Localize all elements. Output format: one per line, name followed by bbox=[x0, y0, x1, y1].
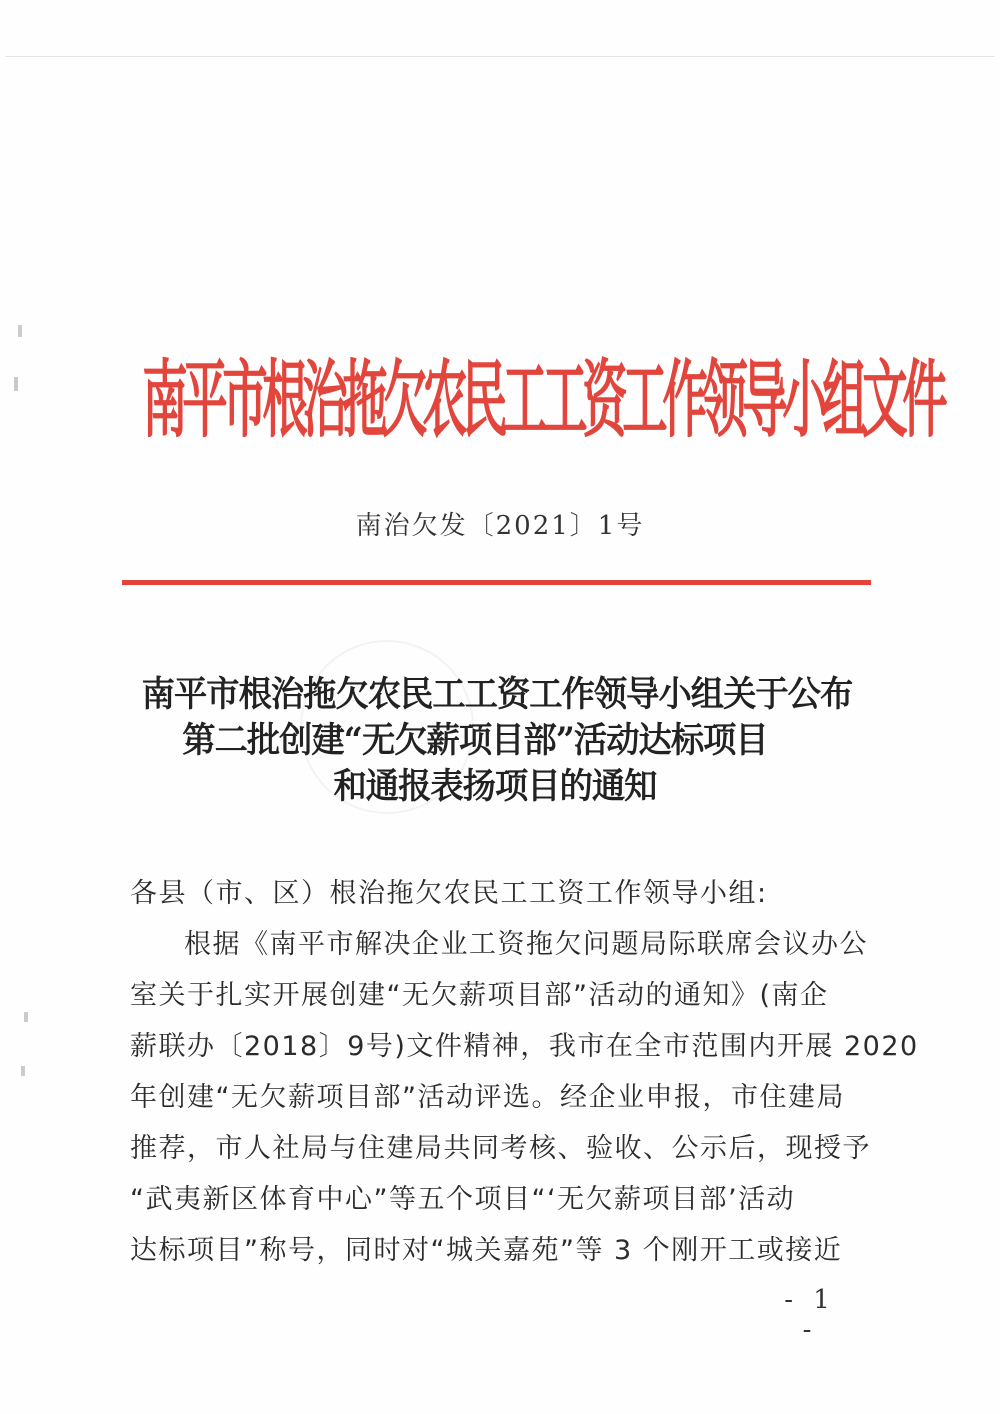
page-number: - 1 - bbox=[784, 1285, 836, 1345]
issuer-header-char: 小 bbox=[782, 350, 828, 450]
paragraph-line: 年创建“无欠薪项目部”活动评选。经企业申报，市住建局 bbox=[130, 1082, 845, 1113]
notice-title bbox=[0, 672, 1000, 810]
issuer-header-char: 资 bbox=[582, 350, 628, 450]
issuer-header-char: 工 bbox=[622, 350, 668, 450]
scan-artifact-mark bbox=[18, 325, 22, 337]
paragraph-line: 达标项目”称号，同时对“城关嘉苑”等 3 个刚开工或接近 bbox=[130, 1235, 843, 1266]
issuer-header-char: 市 bbox=[222, 350, 268, 450]
document-number: 南治欠发〔2021〕1号 bbox=[355, 511, 645, 541]
issuer-header-char: 南 bbox=[142, 350, 188, 450]
issuer-header-char: 拖 bbox=[342, 350, 388, 450]
scan-artifact-mark bbox=[24, 1012, 28, 1022]
issuer-header-char: 农 bbox=[422, 350, 468, 450]
issuer-header-char: 平 bbox=[182, 350, 228, 450]
issuer-header-title bbox=[138, 350, 948, 450]
scan-artifact-mark bbox=[21, 1066, 25, 1076]
issuer-header-char: 工 bbox=[502, 350, 548, 450]
issuer-header-char: 文 bbox=[862, 350, 908, 450]
paragraph-line: 推荐，市人社局与住建局共同考核、验收、公示后，现授予 bbox=[130, 1133, 871, 1164]
scan-artifact-line bbox=[5, 56, 995, 57]
issuer-header-char: 欠 bbox=[382, 350, 428, 450]
notice-title-line: 和通报表扬项目的通知 bbox=[333, 766, 657, 807]
issuer-header-char: 导 bbox=[742, 350, 788, 450]
paragraph-line: 根据《南平市解决企业工资拖欠问题局际联席会议办公 bbox=[184, 929, 868, 960]
paragraph-line: 室关于扎实开展创建“无欠薪项目部”活动的通知》(南企 bbox=[130, 980, 829, 1011]
issuer-header-char: 领 bbox=[702, 350, 748, 450]
issuer-header-char: 作 bbox=[662, 350, 708, 450]
issuer-header-char: 组 bbox=[822, 350, 868, 450]
salutation: 各县（市、区）根治拖欠农民工工资工作领导小组: bbox=[130, 878, 768, 909]
notice-title-line: 第二批创建“无欠薪项目部”活动达标项目 bbox=[182, 720, 768, 761]
paragraph-line: 薪联办〔2018〕9号)文件精神，我市在全市范围内开展 2020 bbox=[130, 1031, 919, 1062]
paragraph-line: “武夷新区体育中心”等五个项目“‘无欠薪项目部’活动 bbox=[130, 1184, 796, 1215]
issuer-header-char: 件 bbox=[902, 350, 948, 450]
scan-artifact-mark bbox=[14, 377, 18, 391]
notice-title-line: 南平市根治拖欠农民工工资工作领导小组关于公布 bbox=[141, 674, 853, 715]
issuer-header-char: 民 bbox=[462, 350, 508, 450]
red-separator-rule bbox=[122, 580, 871, 585]
issuer-header-char: 治 bbox=[302, 350, 348, 450]
body-text bbox=[130, 868, 919, 1276]
issuer-header-char: 根 bbox=[262, 350, 308, 450]
issuer-header-char: 工 bbox=[542, 350, 588, 450]
